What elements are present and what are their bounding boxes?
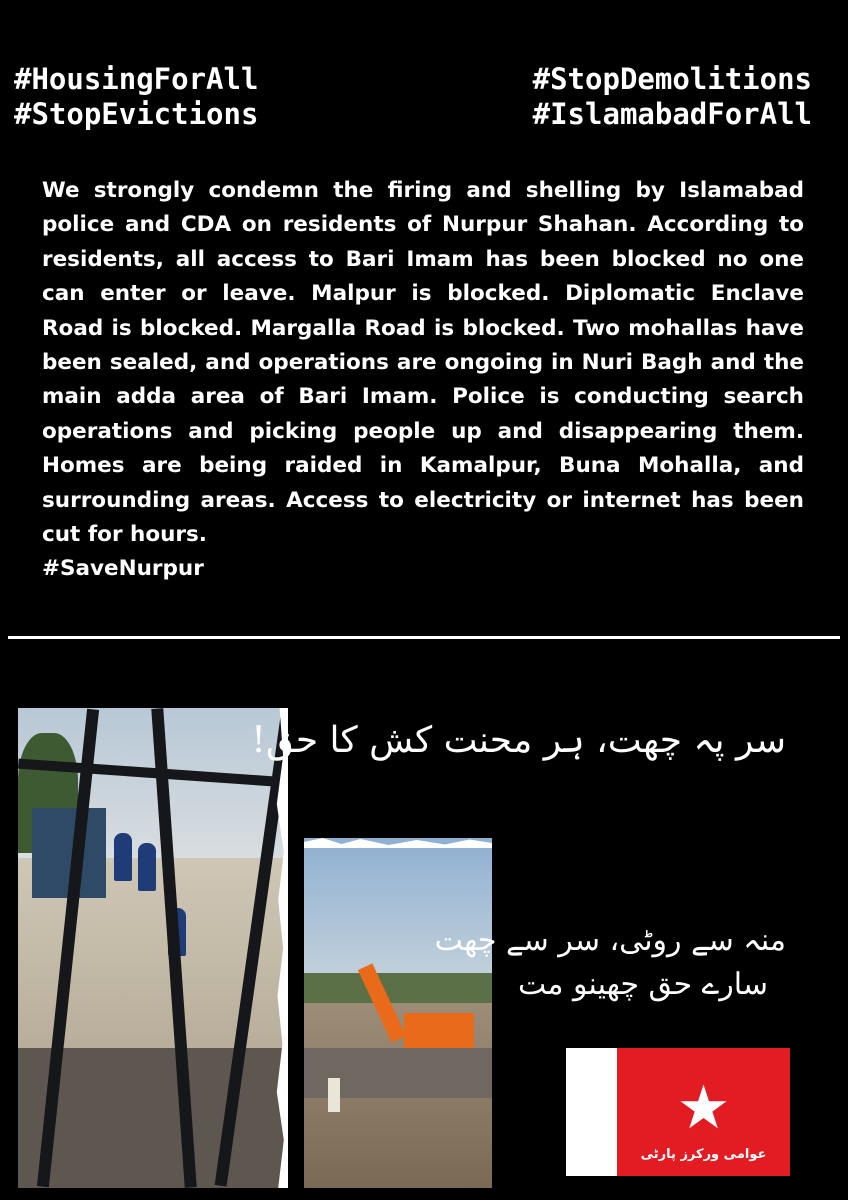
hashtag-stop-evictions: #StopEvictions bbox=[14, 97, 259, 131]
party-flag bbox=[566, 1048, 790, 1176]
hashtag-housing-for-all: #HousingForAll bbox=[14, 62, 259, 96]
photo-police-through-window bbox=[18, 708, 288, 1188]
divider bbox=[8, 636, 840, 639]
hashtag-stop-demolitions: #StopDemolitions bbox=[532, 62, 812, 96]
slogan-bread-roof-line2: سارے حق چھینو مت bbox=[517, 967, 768, 1002]
slogan-bread-roof-line1: منہ سے روٹی، سر سے چھت bbox=[434, 923, 786, 958]
statement-body: We strongly condemn the firing and shelling by Islamabad police and CDA on residents of Nurpur Shahan. According to residents, all access to Bari Imam has been blocked no one can enter or leave. Malpur is blocked. Diplomatic Enclave Road is blocked. Margalla Road is blocked. Two mohallas have been sealed, and operations are ongoing in Nuri Bagh and the main adda area of Bari Imam. Police is conducting search operations and picking people up and disappearing them. Homes are being raided in Kamalpur, Buna Mohalla, and surrounding areas. Access to electricity or internet has been cut for hours. bbox=[42, 178, 804, 548]
hashtag-save-nurpur: #SaveNurpur bbox=[42, 556, 204, 582]
flag-red-field bbox=[617, 1048, 790, 1176]
slogan-roof-right: سر پہ چھت، ہر محنت کش کا حق! bbox=[251, 720, 786, 761]
hashtag-islamabad-for-all: #IslamabadForAll bbox=[532, 97, 812, 131]
statement bbox=[42, 174, 804, 587]
photo-excavator-demolition bbox=[304, 838, 492, 1188]
party-name: عوامی ورکرز پارٹی bbox=[640, 1147, 767, 1162]
flag-white-band bbox=[566, 1048, 617, 1176]
star-icon: ★ bbox=[676, 1073, 731, 1143]
